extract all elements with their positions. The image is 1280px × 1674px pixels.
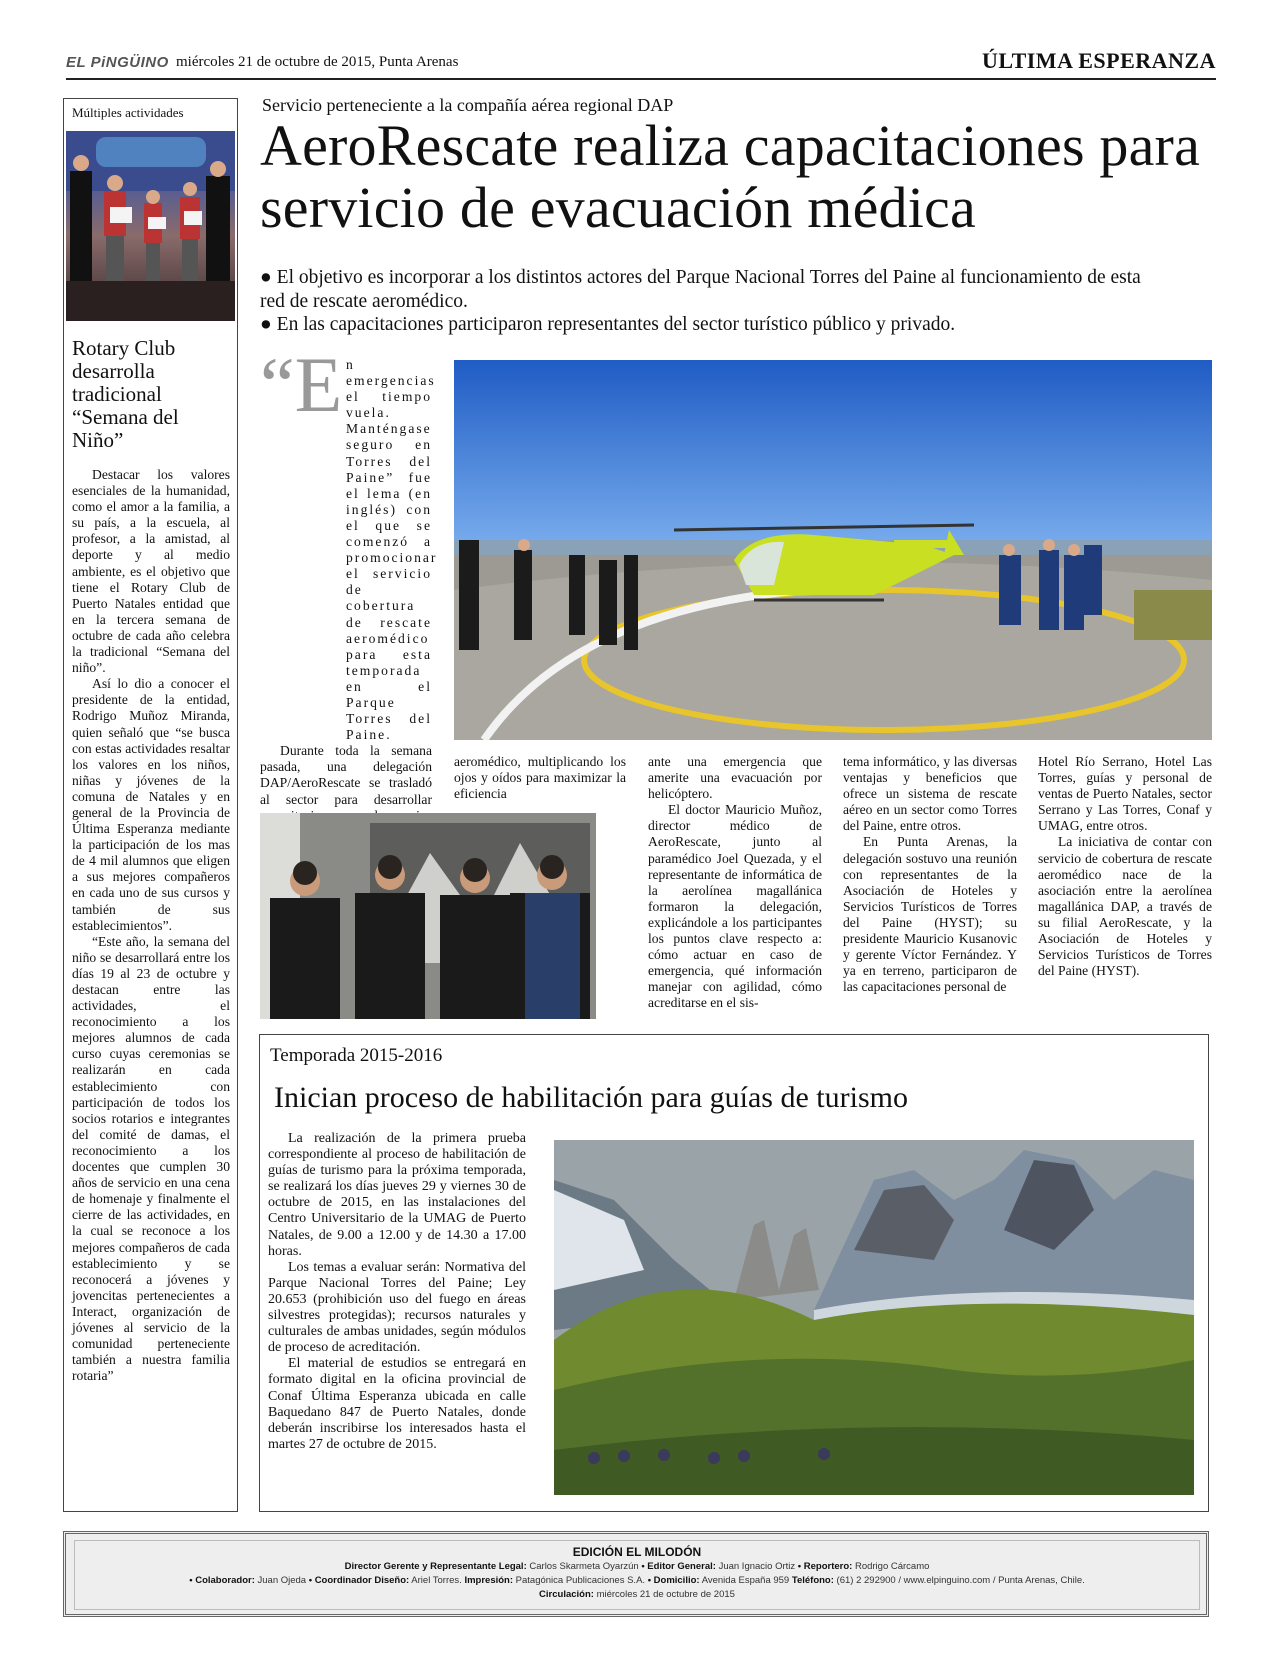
- sidebar-kicker: Múltiples actividades: [72, 105, 184, 120]
- paragraph: En Punta Arenas, la delegación sostuvo una reunión con representantes de la Asociación de Hoteles y Servicios Turísticos de Torres del Paine (HYST); su presidente Mauricio Kusanovic y gerente Víctor Fernández. Y ya en terreno, participaron de las capacitaciones personal de: [843, 834, 1017, 995]
- paragraph: tema informático, y las diversas ventajas y beneficios que ofrece un sistema de rescate aéreo en un sector como Torres del Paine, entre otros.: [843, 754, 1017, 834]
- article-headline: AeroRescate realiza capacitaciones para servicio de evacuación médica: [260, 113, 1201, 240]
- paragraph: ante una emergencia que amerite una evacuación por helicóptero.: [648, 754, 822, 802]
- paragraph: El doctor Mauricio Muñoz, director médico de AeroRescate, junto al paramédico Joel Quezada, y el representante de informática de la aerolínea magallánica formaron la delegación, explicándole a los participantes los puntos clave respecto a: cómo actuar en caso de emergencia, qué información manejar con agilidad, cómo acreditarse en el sis-: [648, 802, 822, 1011]
- box-headline: Inician proceso de habilitación para guías de turismo: [274, 1081, 908, 1114]
- bullet-icon: ●: [260, 267, 272, 288]
- paragraph: La iniciativa de contar con servicio de cobertura de rescate aeromédico nace de la asociación entre la aerolínea magallánica DAP, a través de su filial AeroRescate, y la Asociación de Hoteles y Servicios Turísticos de Torres del Paine (HYST).: [1038, 834, 1212, 979]
- sidebar-headline: Rotary Club desarrolla tradicional “Semana del Niño”: [72, 336, 179, 452]
- summary-bullet: ● El objetivo es incorporar a los distintos actores del Parque Nacional Torres del Paine al funcionamiento de esta red de rescate aeromédico.: [260, 267, 1141, 312]
- sidebar-story: [63, 98, 238, 1512]
- footer-title: EDICIÓN EL MILODÓN: [572, 1545, 702, 1559]
- paragraph: Así lo dio a conocer el presidente de la entidad, Rodrigo Muñoz Miranda, quien señaló que “se busca con estas actividades resaltar los valores en los niños, niñas y jóvenes de la comuna de Natales y en general de la Provincia de Última Esperanza mediante la participación de los mas de 4 mil alumnos que eligen a sus mejores compañeros en cada uno de sus cursos y también de sus establecimientos”.: [72, 676, 230, 933]
- summary-bullet: ● En las capacitaciones participaron representantes del sector turístico público y privado.: [260, 314, 956, 335]
- paragraph: Durante toda la semana pasada, una delegación DAP/AeroRescate se trasladó al sector para desarrollar: [260, 743, 432, 807]
- article-column-2: [454, 754, 626, 802]
- credits-line: Director Gerente y Representante Legal: Carlos Skarmeta Oyarzún • Editor General: Juan Ignacio Ortiz • Reportero: Rodrigo Cárcamo: [344, 1561, 930, 1572]
- delegation-image: [260, 813, 596, 1019]
- paragraph: La realización de la primera prueba correspondiente al proceso de habilitación de guías de turismo para la próxima temporada, se realizará los días jueves 29 y viernes 30 de octubre de 2015, en las instalaciones del Centro Universitario de la UMAG de Puerto Natales, de 9.00 a 12.00 y de 14.30 a 17.00 horas.: [268, 1131, 526, 1259]
- box-story: [259, 1034, 1209, 1512]
- helicopter-photo: [454, 360, 1212, 740]
- landscape-photo: [554, 1140, 1194, 1495]
- article-column-5: [1038, 754, 1212, 979]
- paragraph: “Este año, la semana del niño se desarrollará entre los días 19 al 23 de octubre y destacan entre las actividades, el reconocimiento a los mejores alumnos de cada curso cuyas ceremonias se realizarán en cada establecimiento con participación de todos los socios rotarios e integrantes del comité de damas, el reconocimiento a los docentes que cumplen 30 años de servicio en una cena de homenaje y finalmente el cierre de las actividades, en la cual se reconoce a los mejores compañeros de cada establecimiento y se reconocerá a jóvenes y jovencitas pertenecientes a Interact, organización de jóvenes al servicio de la comunidad perteneciente también a nuestra familia rotaria”: [72, 933, 230, 1384]
- dateline: miércoles 21 de octubre de 2015, Punta Arenas: [176, 54, 459, 70]
- lead-paragraph: n emergencias el tiempo vuela. Manténgase seguro en Torres del Paine” fue el lema (en inglés) con el que se comenzó a promocionar el servicio de cobertura de rescate aeromédico para esta temporada en el Parque Torres del Paine.: [346, 357, 438, 743]
- article-summary: [260, 266, 1160, 337]
- group-photo: [260, 813, 596, 1019]
- paragraph: Hotel Río Serrano, Hotel Las Torres, guías y personal de ventas de Puerto Natales, sector Serrano y Las Torres, Conaf y UMAG, entre otros.: [1038, 754, 1212, 834]
- masthead: [66, 48, 1216, 80]
- paragraph: El material de estudios se entregará en formato digital en la oficina provincial de Conaf Última Esperanza ubicada en calle Baquedano 847 de Puerto Natales, donde deberán inscribirse los interesados hasta el martes 27 de octubre de 2015.: [268, 1356, 526, 1452]
- credits-line: • Colaborador: Juan Ojeda • Coordinador Diseño: Ariel Torres. Impresión: Patagónica Publicaciones S.A. • Domicilio: Avenida España 959 Teléfono: (61) 2 292900 / www.elpinguino.com / Punta Arenas, Chile.: [189, 1575, 1085, 1586]
- sidebar-photo: [66, 131, 235, 321]
- children-ceremony-image: [66, 131, 235, 321]
- article-kicker: Servicio perteneciente a la compañía aérea regional DAP: [262, 95, 674, 115]
- sidebar-body: [72, 467, 230, 1384]
- paragraph: Los temas a evaluar serán: Normativa del Parque Nacional Torres del Paine; Ley 20.653 (prohibición uso del fuego en áreas silvestres protegidas); recursos naturales y culturales de ambas unidades, según módulos de proceso de acreditación.: [268, 1259, 526, 1356]
- section-title: ÚLTIMA ESPERANZA: [982, 48, 1216, 73]
- newspaper-logo: EL PiNGÜINO: [66, 54, 169, 71]
- circulation-line: Circulación: miércoles 21 de octubre de 2015: [539, 1589, 735, 1600]
- paragraph: aeromédico, multiplicando los ojos y oídos para maximizar la eficiencia: [454, 754, 626, 802]
- article-column-4: [843, 754, 1017, 995]
- article-column-3: [648, 754, 822, 1012]
- bullet-icon: ●: [260, 314, 272, 335]
- editorial-footer: [63, 1531, 1209, 1617]
- paragraph: Destacar los valores esenciales de la humanidad, como el amor a la familia, a su país, a la escuela, al profesor, a la amistad, al deporte y al medio ambiente, es el objetivo que tiene el Rotary Club de Puerto Natales entidad que en la tercera semana de octubre de cada año celebra la tradicional “Semana del niño”.: [72, 467, 230, 676]
- torres-del-paine-image: [554, 1140, 1194, 1495]
- helicopter-image: [454, 360, 1212, 740]
- box-body: [268, 1131, 526, 1453]
- box-kicker: Temporada 2015-2016: [270, 1045, 443, 1066]
- drop-cap: “E: [260, 341, 343, 428]
- footer-credits: [74, 1540, 1200, 1610]
